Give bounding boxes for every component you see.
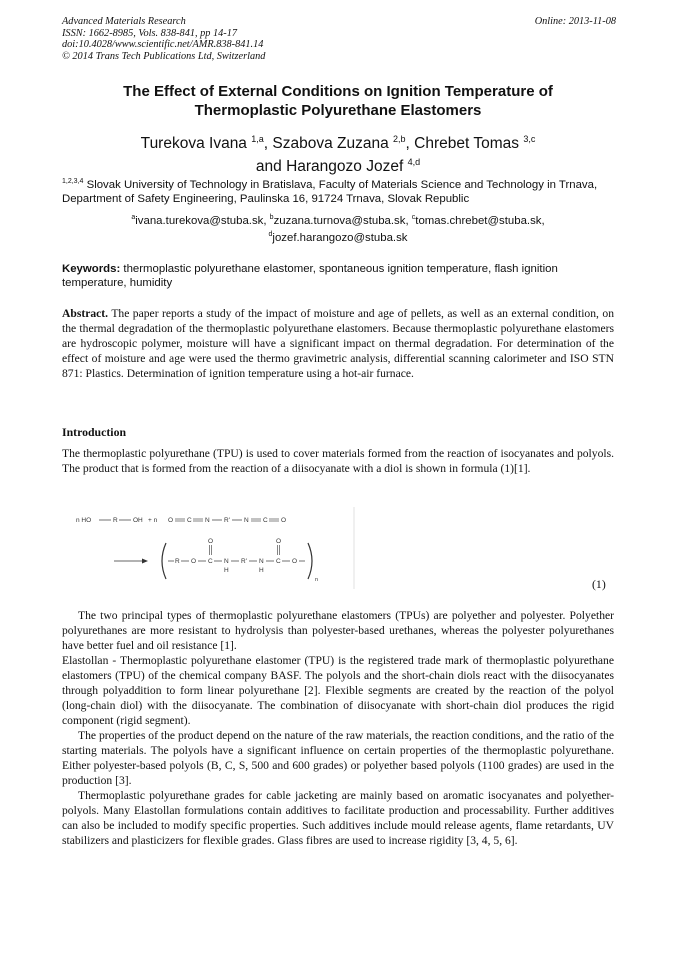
email-sup: a xyxy=(131,214,136,221)
formula-text: H xyxy=(259,567,264,574)
formula-text: N xyxy=(244,517,249,524)
formula-text: C xyxy=(187,517,192,524)
affiliation xyxy=(62,175,614,206)
author-name: Szabova Zuzana xyxy=(272,135,389,153)
author-sup: 1,a xyxy=(251,134,264,144)
formula-text: C xyxy=(208,558,213,565)
formula-number: (1) xyxy=(592,577,606,591)
formula-text: O xyxy=(292,558,298,565)
email-link[interactable]: tomas.chrebet@stuba.sk, xyxy=(415,214,545,227)
section-heading-introduction: Introduction xyxy=(62,425,127,439)
author-sup: 3,c xyxy=(523,134,536,144)
paragraph: The properties of the product depend on the nature of the raw materials, the reaction conditions, and the ratio of the starting materials. The polyols have a significant influence on certain properties of the thermoplastic polyurethane. Either polyester-based polyols (B, C, S, 500 and 600 grades) or polyether based polyols (1100 grades) are used in the production [3]. xyxy=(62,729,614,787)
author-name: Turekova Ivana xyxy=(140,135,247,153)
formula-text: O xyxy=(276,538,282,545)
abstract-text: The paper reports a study of the impact of moisture and age of pellets, as well as an external condition, on the thermal degradation of the thermoplastic polyurethane elastomers. Because thermoplastic polyurethane elastomers are hydroscopic polymer, moisture will have a significant impact on thermal degradation. For determination of the effect of moisture and age were used the thermo gravimetric analysis, differential scanning calorimeter and ISO STN 871: Plastics. Determination of ignition temperature using a hot-air furnace. xyxy=(62,307,614,380)
paragraph: The two principal types of thermoplastic polyurethane elastomers (TPUs) are polyether and polyester. Polyether polyurethanes are more resistant to hydrolysis than polyester-based urethanes, whereas the polyester polyurethanes have better fuel and oil resistance [1]. xyxy=(62,609,614,652)
keywords xyxy=(62,262,614,290)
author-sup: 4,d xyxy=(407,157,421,168)
paragraph: Thermoplastic polyurethane grades for cable jacketing are mainly based on aromatic isocyanates and polyether-polyols. Many Elastollan formulations contain additives to facilitate production and processability. Further additives can also be included to modify specific properties. Such additives include mould release agents, flame retardants, UV stabilizers and plasticizers for flexible grades. Glass fibres are used to increase rigidity [3, 4, 5, 6]. xyxy=(62,789,614,847)
online-date: Online: 2013-11-08 xyxy=(534,16,616,27)
doi: doi:10.4028/www.scientific.net/AMR.838-841.14 xyxy=(62,39,264,51)
formula-text: N xyxy=(259,558,264,565)
keywords-text: thermoplastic polyurethane elastomer, spontaneous ignition temperature, flash ignition temperature, humidity xyxy=(62,263,558,289)
title-line-2: Thermoplastic Polyurethane Elastomers xyxy=(194,102,482,119)
email-link[interactable]: jozef.harangozo@stuba.sk xyxy=(272,231,408,244)
copyright: © 2014 Trans Tech Publications Ltd, Switzerland xyxy=(62,50,266,62)
formula-text: R' xyxy=(241,558,247,565)
issn: ISSN: 1662-8985, Vols. 838-841, pp 14-17 xyxy=(62,27,238,39)
introduction-lead: The thermoplastic polyurethane (TPU) is used to cover materials formed from the reaction of isocyanates and polyols. The product that is formed from the reaction of a diisocyanate with a diol is shown in formula (1)[1]. xyxy=(62,447,614,475)
formula-text: n xyxy=(315,577,319,583)
email-link[interactable]: ivana.turekova@stuba.sk, xyxy=(135,214,267,227)
author-name: Harangozo Jozef xyxy=(286,158,404,176)
title-line-1: The Effect of External Conditions on Ignition Temperature of xyxy=(123,83,553,100)
author-name: Chrebet Tomas xyxy=(414,135,519,153)
keywords-label: Keywords: xyxy=(62,263,121,275)
paragraph: Elastollan - Thermoplastic polyurethane elastomer (TPU) is the registered trade mark of thermoplastic polyurethane elastomers (TPU) of the chemical company BASF. The polyols and the short-chain diols react with the diisocyanates through polyaddition to form linear polyurethane [2]. Flexible segments are created by the reaction of the polyol (long-chain diol) with the diisocyanate. The combination of diisocyanate with short-chain diol produces the rigid component (rigid segment). xyxy=(62,654,614,727)
formula-text: N xyxy=(224,558,229,565)
reaction-formula xyxy=(62,505,362,589)
affiliation-text: Slovak University of Technology in Bratislava, Faculty of Materials Science and Technology in Trnava, Department of Safety Engineering, Paulinska 16, 91724 Trnava, Slovak Republic xyxy=(62,178,598,205)
author-list: Turekova Ivana $^{1,a}$, Szabova Zuzana $^{2,b}$, Chrebet Tomas $^{3,c}$ and Harangozo Jozef $^{4,d}$ xyxy=(140,134,536,176)
author-sup: 2,b xyxy=(393,134,406,144)
formula-text: R xyxy=(175,558,180,565)
formula-text: C xyxy=(263,517,268,524)
journal-name: Advanced Materials Research xyxy=(62,16,186,27)
body-text xyxy=(62,608,614,848)
formula-text: R xyxy=(113,517,118,524)
email-link[interactable]: zuzana.turnova@stuba.sk, xyxy=(273,214,409,227)
formula-text: O xyxy=(281,517,287,524)
formula-text: O xyxy=(168,517,174,524)
formula-text: R' xyxy=(224,517,230,524)
abstract xyxy=(62,306,614,381)
email-sup: d xyxy=(268,230,273,238)
abstract-label: Abstract. xyxy=(62,307,109,320)
formula-text: C xyxy=(276,558,281,565)
email-list xyxy=(62,211,614,245)
formula-text: H xyxy=(224,567,229,574)
formula-text: + n xyxy=(148,517,158,524)
journal-metadata xyxy=(62,16,265,62)
email-sup: c xyxy=(411,214,416,221)
formula-text: OH xyxy=(133,517,143,524)
formula-text: N xyxy=(205,517,210,524)
email-sup: b xyxy=(269,214,274,221)
formula-text: n HO xyxy=(76,517,92,524)
paper-title xyxy=(62,82,614,120)
formula-text: O xyxy=(191,558,197,565)
affiliation-sup: 1,2,3,4 xyxy=(62,178,84,185)
formula-text: O xyxy=(208,538,214,545)
